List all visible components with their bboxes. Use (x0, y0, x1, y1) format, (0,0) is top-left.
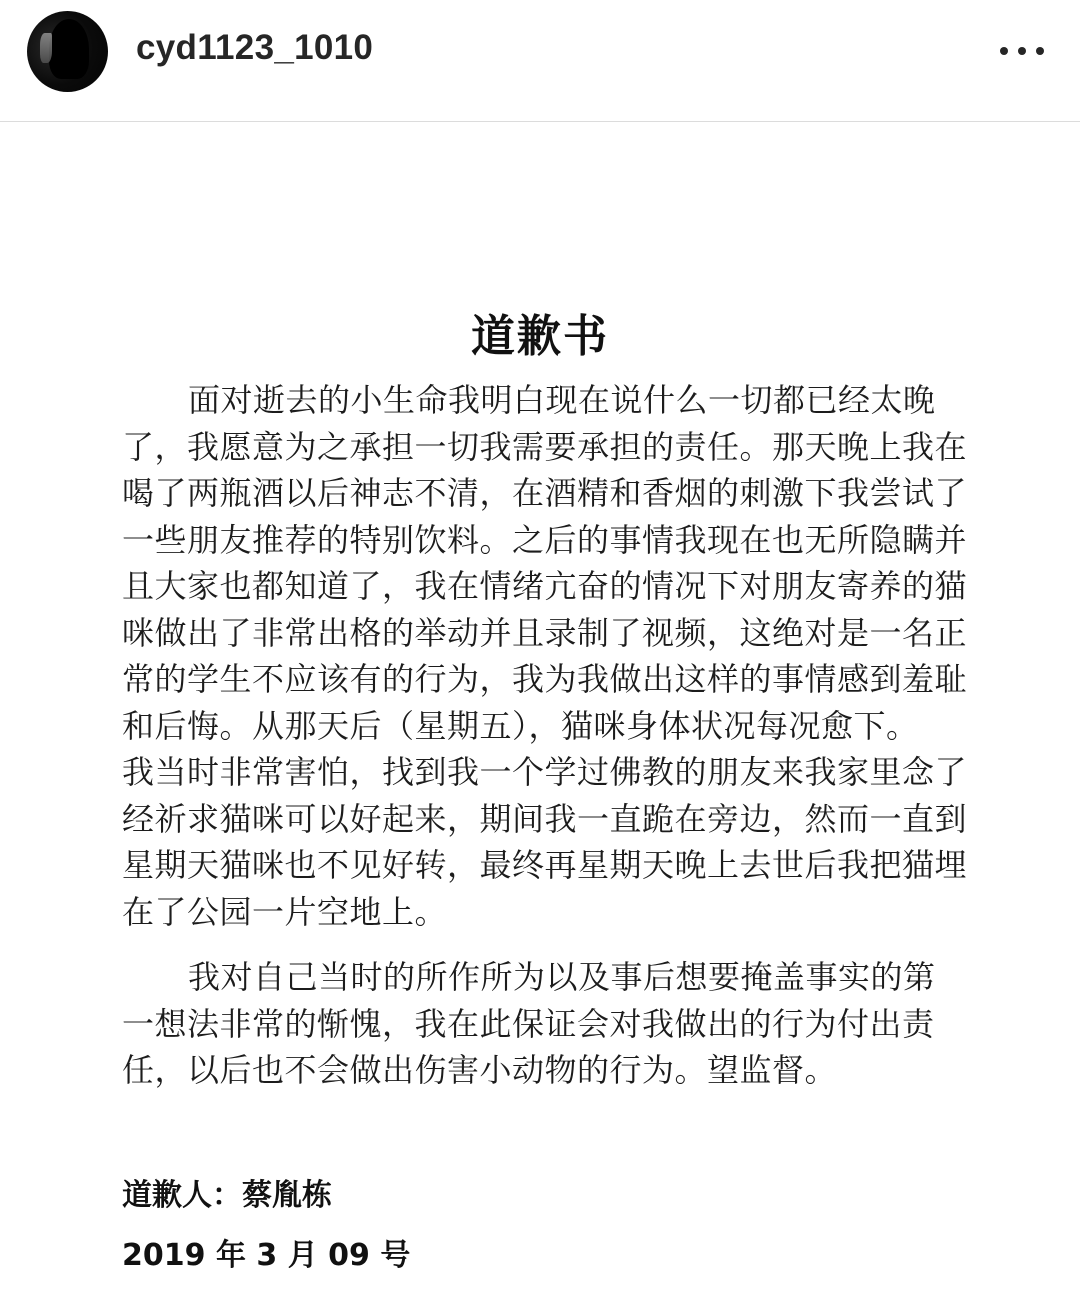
paragraph-line: 我对自己当时的所作所为以及事后想要掩盖事实的第 (188, 958, 936, 996)
avatar-face (40, 33, 52, 63)
post-header (0, 0, 1080, 122)
signature: 道歉人：蔡胤栋 (122, 1178, 332, 1213)
paragraph-line: 面对逝去的小生命我明白现在说什么一切都已经太晚 (188, 381, 936, 419)
paragraph-line: 和后悔。从那天后（星期五），猫咪身体状况每况愈下。 (122, 706, 919, 745)
paragraph-line: 一想法非常的惭愧，我在此保证会对我做出的行为付出责 (122, 1004, 935, 1043)
document-title: 道歉书 (471, 311, 609, 362)
paragraph-line: 了，我愿意为之承担一切我需要承担的责任。那天晚上我在 (122, 427, 968, 466)
paragraph-line: 在了公园一片空地上。 (122, 892, 448, 931)
paragraph-line: 喝了两瓶酒以后神志不清，在酒精和香烟的刺激下我尝试了 (122, 474, 968, 512)
avatar[interactable] (27, 11, 108, 92)
paragraph-2 (122, 954, 972, 1094)
paragraph-line: 我当时非常害怕，找到我一个学过佛教的朋友来我家里念了 (122, 753, 968, 791)
paragraph-line: 常的学生不应该有的行为，我为我做出这样的事情感到羞耻 (122, 660, 968, 698)
paragraph-1 (122, 377, 972, 935)
more-options-button[interactable] (1000, 38, 1044, 64)
paragraph-line: 且大家也都知道了，我在情绪亢奋的情况下对朋友寄养的猫 (122, 567, 968, 605)
document-date: 2019 年 3 月 09 号 (122, 1238, 411, 1273)
paragraph-line: 咪做出了非常出格的举动并且录制了视频，这绝对是一名正 (122, 613, 968, 652)
more-dot-icon (1018, 47, 1026, 55)
more-dot-icon (1036, 47, 1044, 55)
avatar-hair (49, 19, 89, 79)
username-link[interactable]: cyd1123_1010 (136, 28, 374, 67)
paragraph-line: 任，以后也不会做出伤害小动物的行为。望监督。 (122, 1051, 838, 1089)
paragraph-line: 经祈求猫咪可以好起来，期间我一直跪在旁边，然而一直到 (122, 799, 968, 838)
more-dot-icon (1000, 47, 1008, 55)
paragraph-line: 星期天猫咪也不见好转，最终再星期天晚上去世后我把猫埋 (122, 846, 968, 884)
post-image-document (0, 122, 1080, 1314)
paragraph-line: 一些朋友推荐的特别饮料。之后的事情我现在也无所隐瞒并 (122, 520, 968, 559)
